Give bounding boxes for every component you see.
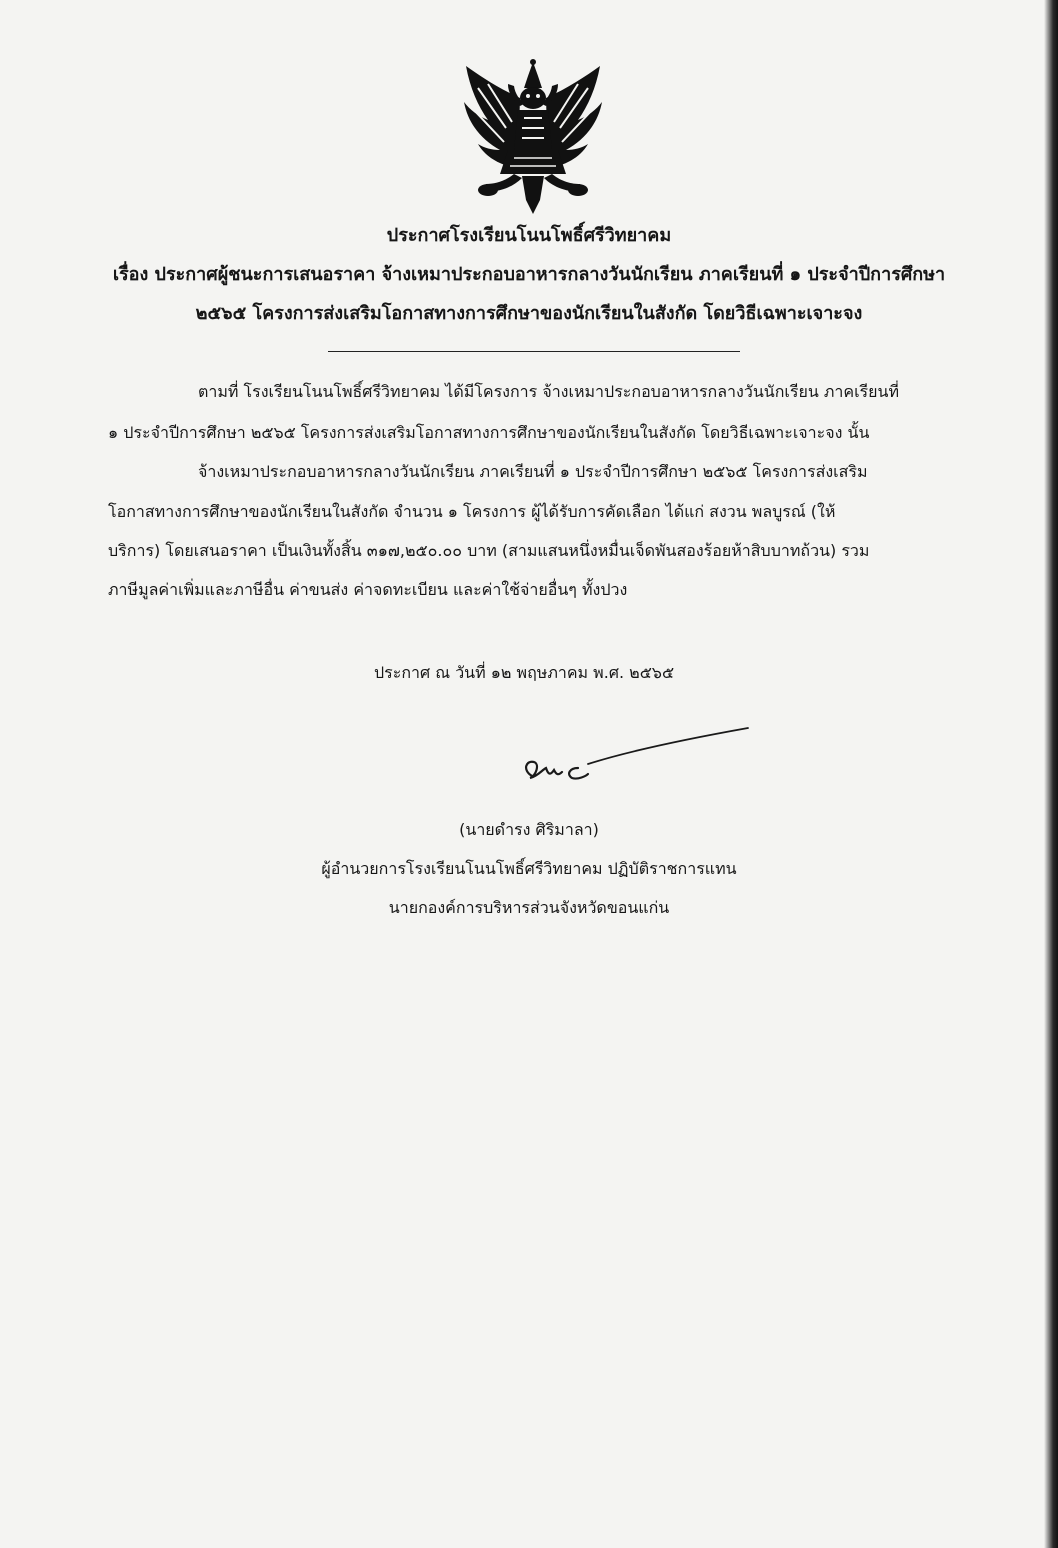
paragraph-2-line-4: ภาษีมูลค่าเพิ่มและภาษีอื่น ค่าขนส่ง ค่าจดทะเบียน และค่าใช้จ่ายอื่นๆ ทั้งปวง [108,580,628,599]
paragraph-2-line-3: บริการ) โดยเสนอราคา เป็นเงินทั้งสิ้น ๓๑๗,๒๕๐.๐๐ บาท (สามแสนหนึ่งหมื่นเจ็ดพันสองร้อยห้าสิบบาทถ้วน) รวม [108,541,870,560]
handwritten-signature [512,724,752,794]
signatory-position-line-1: ผู้อำนวยการโรงเรียนโนนโพธิ์ศรีวิทยาคม ปฏิบัติราชการแทน [321,859,737,878]
subject-line-2: ๒๕๖๕ โครงการส่งเสริมโอกาสทางการศึกษาของนักเรียนในสังกัด โดยวิธีเฉพาะเจาะจง [195,303,863,324]
garuda-emblem-icon [458,58,608,218]
paragraph-1-line-2: ๑ ประจำปีการศึกษา ๒๕๖๕ โครงการส่งเสริมโอกาสทางการศึกษาของนักเรียนในสังกัด โดยวิธีเฉพาะเจาะจง นั้น [108,423,870,442]
signatory-position-line-2: นายกองค์การบริหารส่วนจังหวัดขอนแก่น [388,898,670,917]
announcement-date: ประกาศ ณ วันที่ ๑๒ พฤษภาคม พ.ศ. ๒๕๖๕ [374,663,675,682]
signatory-name: (นายดำรง ศิริมาลา) [459,820,599,839]
subject-line-1: เรื่อง ประกาศผู้ชนะการเสนอราคา จ้างเหมาประกอบอาหารกลางวันนักเรียน ภาคเรียนที่ ๑ ประจำปีการศึกษา [112,264,946,285]
paragraph-1-line-1: ตามที่ โรงเรียนโนนโพธิ์ศรีวิทยาคม ได้มีโครงการ จ้างเหมาประกอบอาหารกลางวันนักเรียน ภาคเรียนที่ [198,382,900,401]
header-divider [328,351,740,352]
paragraph-2-line-1: จ้างเหมาประกอบอาหารกลางวันนักเรียน ภาคเรียนที่ ๑ ประจำปีการศึกษา ๒๕๖๕ โครงการส่งเสริม [198,462,868,481]
paragraph-2-line-2: โอกาสทางการศึกษาของนักเรียนในสังกัด จำนวน ๑ โครงการ ผู้ได้รับการคัดเลือก ได้แก่ สงวน พลบูรณ์ (ให้ [108,502,836,521]
announcement-title: ประกาศโรงเรียนโนนโพธิ์ศรีวิทยาคม [386,225,672,246]
